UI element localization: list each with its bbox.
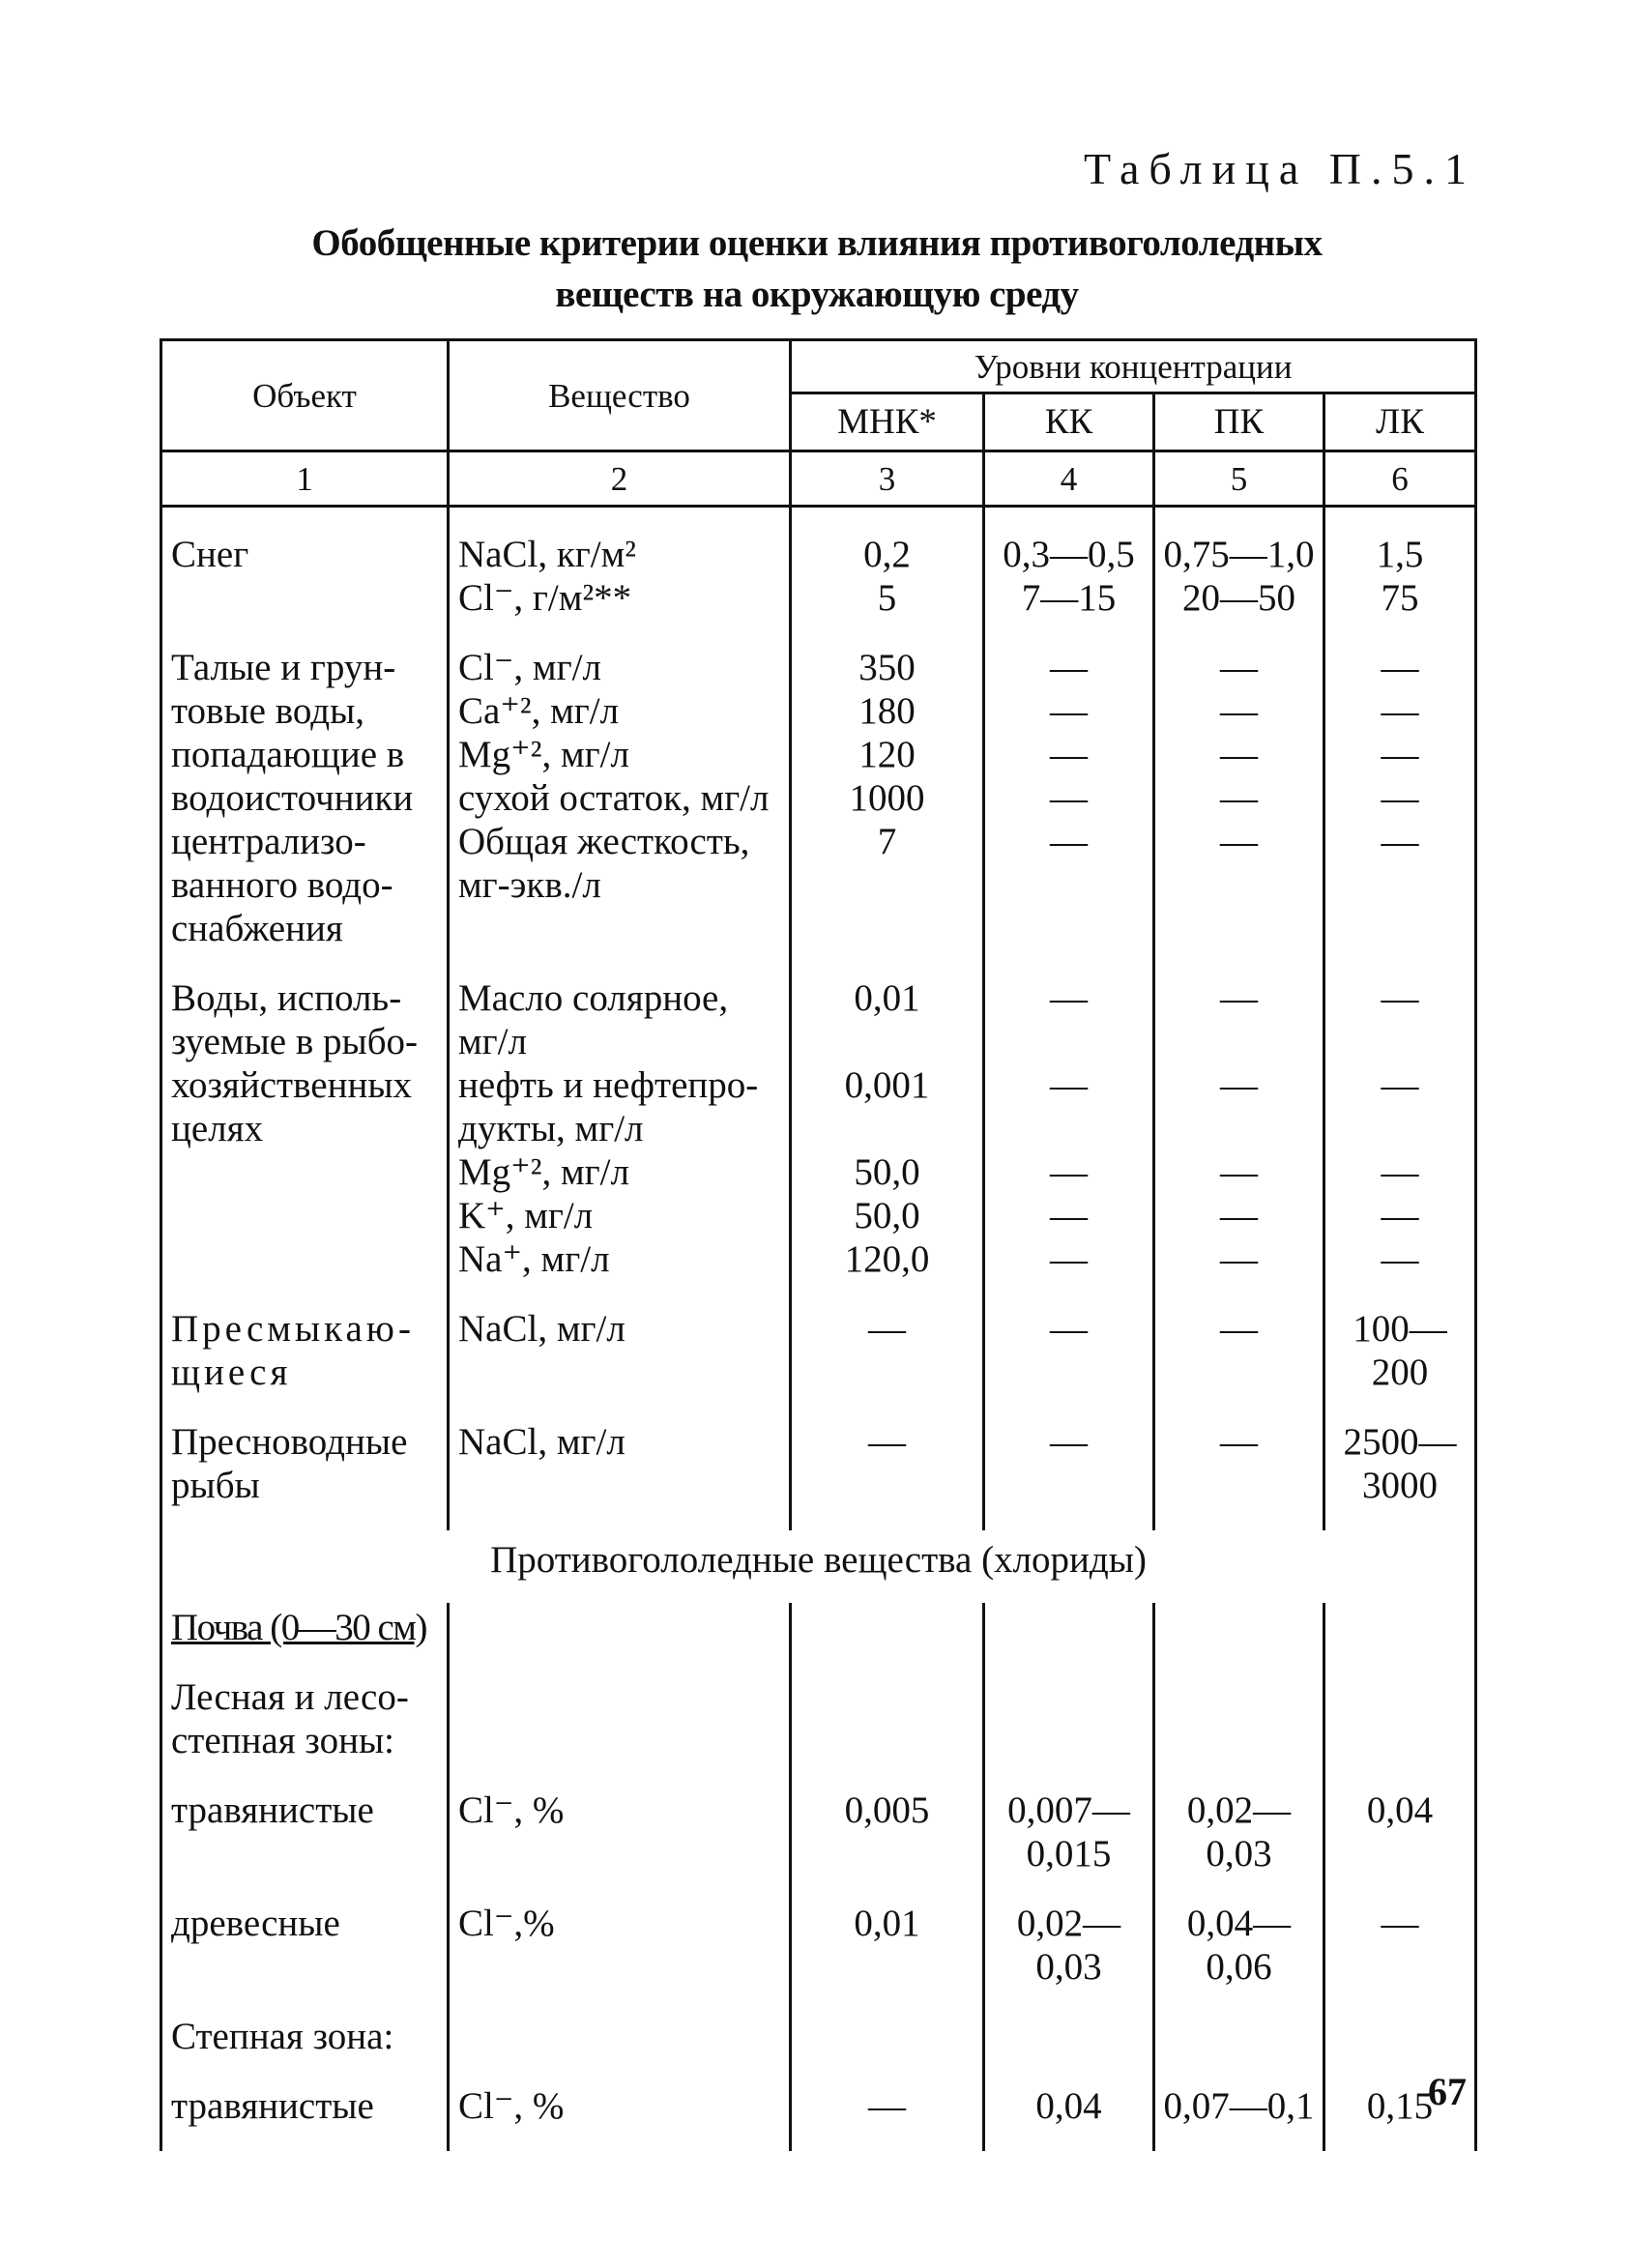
cell-line: — (1050, 777, 1088, 819)
table-body (161, 507, 1476, 1531)
cell-line: — (1050, 821, 1088, 862)
cell-line: Cl⁻, г/м²** (458, 577, 632, 619)
cell-line: — (1381, 647, 1419, 688)
cell-line: дукты, мг/л (458, 1108, 644, 1149)
object-cell: травянистые (161, 1786, 449, 1899)
pk-cell (1154, 1417, 1324, 1530)
mnk-cell (791, 643, 984, 974)
table-row (161, 1304, 1476, 1417)
cell-line: Mg⁺², мг/л (458, 734, 629, 775)
table-row (161, 1417, 1476, 1530)
section-title: Противогололедные вещества (хлориды) (161, 1530, 1476, 1603)
mnk-cell: 0,01 (791, 1899, 984, 2012)
pk-cell: 0,02— 0,03 (1154, 1786, 1324, 1899)
soil-heading-text: Почва (0—30 см) (171, 1607, 426, 1648)
object-cell (161, 1417, 449, 1530)
cell-line: мг-экв./л (458, 864, 601, 906)
header-concentration-levels: Уровни концентрации (791, 340, 1476, 393)
cell-line: — (1381, 690, 1419, 732)
substance-cell (449, 643, 791, 974)
cell-line: рыбы (171, 1465, 260, 1506)
steppe-zone-label: Степная зона: (161, 2012, 449, 2081)
table-row (161, 2081, 1476, 2151)
kk-cell (984, 643, 1154, 974)
cell-line: — (1050, 1151, 1088, 1193)
cell-line (1327, 1107, 1472, 1150)
cell-line: — (1381, 777, 1419, 819)
cell-line: — (1220, 1421, 1258, 1463)
object-cell: травянистые (161, 2081, 449, 2151)
kk-cell: 0,007— 0,015 (984, 1786, 1154, 1899)
cell-line: 0,01 (854, 977, 920, 1019)
soil-heading (161, 1603, 449, 1672)
page-number: 67 (1428, 2070, 1467, 2113)
cell-line: 1000 (849, 777, 925, 819)
pk-cell: 0,07—0,1 (1154, 2081, 1324, 2151)
cell-line: — (1220, 1195, 1258, 1236)
cell-line: — (1220, 1151, 1258, 1193)
cell-line (1157, 1107, 1321, 1150)
cell-line: — (1050, 1421, 1088, 1463)
cell-line (1157, 1020, 1321, 1063)
cell-line: — (1050, 977, 1088, 1019)
cell-line: — (1220, 1308, 1258, 1350)
cell-line: Ca⁺², мг/л (458, 690, 620, 732)
header-mnk: МНК* (791, 393, 984, 451)
cell-line: Талые и грун- (171, 647, 396, 688)
cell-line: — (868, 1308, 906, 1350)
cell-line: — (1050, 1308, 1088, 1350)
cell-line: — (1381, 1195, 1419, 1236)
kk-cell (984, 974, 1154, 1304)
cell-line: централизо- (171, 821, 366, 862)
cell-line: ванного водо- (171, 864, 393, 906)
cell-line: — (1381, 734, 1419, 775)
table-row (161, 2012, 1476, 2081)
cell-line: нефть и нефтепро- (458, 1064, 759, 1106)
cell-line: Na⁺, мг/л (458, 1238, 610, 1280)
substance-cell (449, 1304, 791, 1417)
cell-line (794, 1020, 980, 1063)
cell-line: 20—50 (1182, 577, 1295, 619)
lk-cell: 0,15 (1324, 2081, 1476, 2151)
column-number-6: 6 (1324, 451, 1476, 507)
kk-cell (984, 1417, 1154, 1530)
cell-line: зуемые в рыбо- (171, 1021, 419, 1062)
cell-line: снабжения (171, 908, 343, 949)
substance-cell: Cl⁻,% (449, 1899, 791, 2012)
cell-line: — (1220, 821, 1258, 862)
cell-line: мг/л (458, 1021, 527, 1062)
forest-zone-line: Лесная и лесо- (171, 1676, 409, 1718)
cell-line: 0,3—0,5 (1003, 534, 1135, 575)
substance-cell (449, 507, 791, 644)
cell-line: — (1220, 690, 1258, 732)
header-lk: ЛК (1324, 393, 1476, 451)
cell-line: 120 (858, 734, 916, 775)
cell-line (987, 1107, 1150, 1150)
mnk-cell: 0,005 (791, 1786, 984, 1899)
lk-cell (1324, 974, 1476, 1304)
kk-cell: 0,04 (984, 2081, 1154, 2151)
lk-cell (1324, 1417, 1476, 1530)
cell-line: 200 (1371, 1352, 1429, 1393)
column-number-2: 2 (449, 451, 791, 507)
cell-line (1327, 1020, 1472, 1063)
column-number-3: 3 (791, 451, 984, 507)
cell-line (794, 1107, 980, 1150)
substance-cell (449, 974, 791, 1304)
table-header (161, 340, 1476, 507)
cell-line: — (1220, 734, 1258, 775)
header-kk: КК (984, 393, 1154, 451)
caption-line-1: Обобщенные критерии оценки влияния противогололедных (311, 222, 1323, 264)
section-title-row (161, 1530, 1476, 1603)
mnk-cell (791, 1304, 984, 1417)
cell-line: 7 (877, 821, 897, 862)
cell-line: целях (171, 1108, 264, 1149)
table-row (161, 1603, 1476, 1672)
cell-line: 1,5 (1376, 534, 1424, 575)
cell-line: 0,001 (844, 1064, 930, 1106)
header-object: Объект (161, 340, 449, 451)
mnk-cell (791, 1417, 984, 1530)
cell-line: Mg⁺², мг/л (458, 1151, 629, 1193)
table-row (161, 643, 1476, 974)
cell-line: 100— (1353, 1308, 1447, 1350)
caption-line-2: веществ на окружающую среду (555, 274, 1079, 315)
cell-line: — (1220, 647, 1258, 688)
cell-line: — (1381, 977, 1419, 1019)
cell-line: — (1050, 1238, 1088, 1280)
cell-line: Пресмыкаю- (171, 1308, 415, 1350)
cell-line: — (1220, 977, 1258, 1019)
column-number-1: 1 (161, 451, 449, 507)
cell-line: сухой остаток, мг/л (458, 777, 770, 819)
cell-line: Снег (171, 534, 249, 575)
cell-line: 75 (1381, 577, 1419, 619)
forest-zone-line: степная зоны: (171, 1720, 394, 1761)
object-cell (161, 974, 449, 1304)
cell-line: — (1381, 1151, 1419, 1193)
cell-line: — (1220, 1064, 1258, 1106)
kk-cell (984, 507, 1154, 644)
cell-line: — (1050, 690, 1088, 732)
object-cell: древесные (161, 1899, 449, 2012)
table-row (161, 507, 1476, 644)
lk-cell (1324, 507, 1476, 644)
cell-line: 50,0 (854, 1151, 920, 1193)
column-number-5: 5 (1154, 451, 1324, 507)
pk-cell (1154, 507, 1324, 644)
table-row (161, 1672, 1476, 1786)
cell-line: — (1220, 1238, 1258, 1280)
criteria-table (160, 338, 1477, 2151)
cell-line: — (1050, 647, 1088, 688)
pk-cell (1154, 1304, 1324, 1417)
lk-cell (1324, 1304, 1476, 1417)
cell-line: 2500— (1343, 1421, 1457, 1463)
pk-cell: 0,04— 0,06 (1154, 1899, 1324, 2012)
header-substance: Вещество (449, 340, 791, 451)
cell-line: NaCl, мг/л (458, 1308, 625, 1350)
mnk-cell (791, 507, 984, 644)
table-row (161, 1786, 1476, 1899)
cell-line: — (1050, 1064, 1088, 1106)
cell-line: 350 (858, 647, 916, 688)
cell-line: NaCl, мг/л (458, 1421, 625, 1463)
cell-line (987, 1020, 1150, 1063)
lk-cell: — (1324, 1899, 1476, 2012)
criteria-table-container (160, 338, 1474, 2151)
substance-cell (449, 1417, 791, 1530)
cell-line: Cl⁻, мг/л (458, 647, 601, 688)
cell-line: — (1050, 734, 1088, 775)
cell-line: 3000 (1362, 1465, 1439, 1506)
mnk-cell (791, 974, 984, 1304)
object-cell (161, 1304, 449, 1417)
cell-line: 120,0 (844, 1238, 930, 1280)
cell-line: товые воды, (171, 690, 365, 732)
cell-line: 0,75—1,0 (1163, 534, 1315, 575)
object-cell (161, 643, 449, 974)
cell-line: 5 (877, 577, 897, 619)
cell-line: Воды, исполь- (171, 977, 402, 1019)
soil-section (161, 1530, 1476, 2151)
cell-line: — (1381, 1064, 1419, 1106)
kk-cell (984, 1304, 1154, 1417)
substance-cell: Cl⁻, % (449, 2081, 791, 2151)
cell-line: — (1050, 1195, 1088, 1236)
table-caption (213, 218, 1421, 320)
forest-zone-label (161, 1672, 449, 1786)
object-cell (161, 507, 449, 644)
cell-line: щиеся (171, 1352, 292, 1393)
cell-line: 180 (858, 690, 916, 732)
cell-line: 0,2 (863, 534, 911, 575)
cell-line: — (1381, 1238, 1419, 1280)
cell-line: водоисточники (171, 777, 414, 819)
cell-line: — (1381, 821, 1419, 862)
cell-line: 7—15 (1021, 577, 1117, 619)
cell-line: K⁺, мг/л (458, 1195, 594, 1236)
cell-line: хозяйственных (171, 1064, 413, 1106)
table-row (161, 974, 1476, 1304)
pk-cell (1154, 974, 1324, 1304)
lk-cell: 0,04 (1324, 1786, 1476, 1899)
cell-line: — (1220, 777, 1258, 819)
table-row (161, 1899, 1476, 2012)
cell-line: — (868, 1421, 906, 1463)
substance-cell: Cl⁻, % (449, 1786, 791, 1899)
cell-line: Масло солярное, (458, 977, 729, 1019)
cell-line: NaCl, кг/м² (458, 534, 636, 575)
cell-line: Общая жесткость, (458, 821, 750, 862)
lk-cell (1324, 643, 1476, 974)
pk-cell (1154, 643, 1324, 974)
column-number-4: 4 (984, 451, 1154, 507)
header-pk: ПК (1154, 393, 1324, 451)
cell-line: 50,0 (854, 1195, 920, 1236)
mnk-cell: — (791, 2081, 984, 2151)
table-label: Таблица П.5.1 (1084, 144, 1476, 193)
cell-line: попадающие в (171, 734, 405, 775)
kk-cell: 0,02— 0,03 (984, 1899, 1154, 2012)
cell-line: Пресноводные (171, 1421, 408, 1463)
